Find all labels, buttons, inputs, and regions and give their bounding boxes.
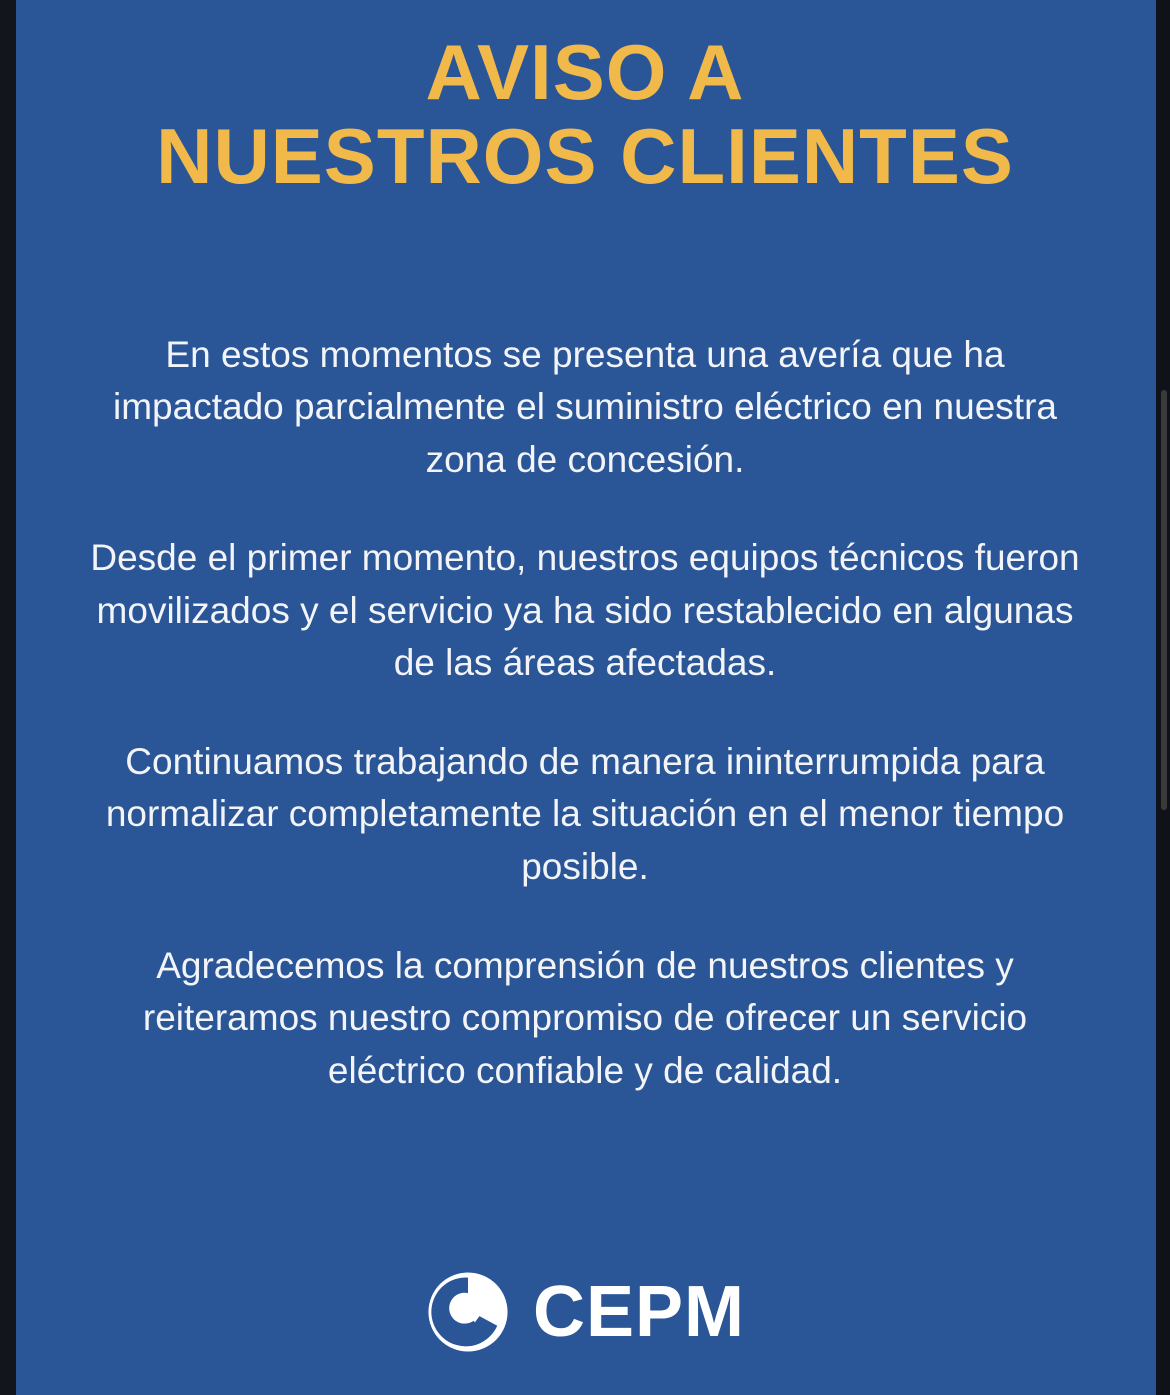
notice-paragraph-1: En estos momentos se presenta una avería que ha impactado parcialmente el suministro eléctrico en nuestra zona de concesión. bbox=[113, 333, 1057, 480]
brand-lockup bbox=[0, 1269, 1170, 1355]
cepm-logo-icon bbox=[425, 1269, 511, 1355]
notice-paragraph-4: Agradecemos la comprensión de nuestros clientes y reiteramos nuestro compromiso de ofrecer un servicio eléctrico confiable y de calidad. bbox=[142, 944, 1028, 1091]
notice-paragraph-2: Desde el primer momento, nuestros equipos técnicos fueron movilizados y el servicio ya ha sido restablecido en algunas de las áreas afectadas. bbox=[90, 537, 1080, 684]
notice-headline bbox=[0, 28, 1170, 201]
left-edge-band bbox=[0, 0, 16, 1395]
notice-paragraph-3: Continuamos trabajando de manera ininterrumpida para normalizar completamente la situación en el menor tiempo posible. bbox=[105, 740, 1065, 887]
headline-line-1: AVISO A bbox=[425, 28, 745, 116]
scrollbar[interactable] bbox=[1161, 390, 1167, 810]
notice-body bbox=[65, 329, 1105, 1097]
headline-line-2: NUESTROS CLIENTES bbox=[156, 112, 1014, 201]
brand-name: CEPM bbox=[532, 1272, 746, 1352]
